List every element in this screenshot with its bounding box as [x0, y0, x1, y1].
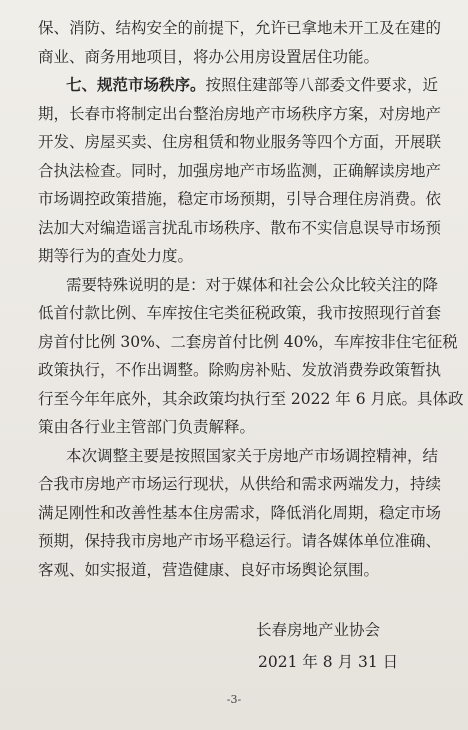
body-text-line: 期等行为的查处力度。 [38, 247, 194, 265]
page-number: -3- [226, 693, 242, 706]
body-text-line: 法加大对编造谣言扰乱市场秩序、散布不实信息误导市场预 [38, 218, 442, 237]
body-text-line: 满足刚性和改善性基本住房需求，降低消化周期，稳定市场 [38, 503, 442, 522]
body-text-line: 开发、房屋买卖、住房租赁和物业服务等四个方面，开展联 [38, 133, 442, 151]
section-heading: 七、规范市场秩序。 [66, 75, 206, 94]
body-text-line: 行至今年年底外，其余政策均执行至 2022 年 6 月底。具体政 [38, 389, 464, 408]
body-text-line: 房首付比例 30%、二套房首付比例 40%，车库按非住宅征税 [38, 332, 458, 351]
signature-organization: 长春房地产业协会 [256, 621, 381, 639]
body-text-line: 策由各行业主管部门负责解释。 [38, 418, 256, 436]
section-seven-first-line [0, 71, 468, 99]
body-text: 按照住建部等八部委文件要求，近 [205, 76, 439, 94]
body-text-line: 合我市房地产市场运行现状，从供给和需求两端发力，持续 [38, 475, 442, 493]
body-text-line: 市场调控政策措施，稳定市场预期，引导合理住房消费。依 [38, 190, 442, 208]
body-text-line: 客观、如实报道，营造健康、良好市场舆论氛围。 [38, 560, 380, 579]
body-text-line: 合执法检查。同时，加强房地产市场监测，正确解读房地产 [38, 161, 442, 180]
body-text-line: 政策执行，不作出调整。除购房补贴、发放消费券政策暂执 [38, 361, 442, 379]
body-text-line: 保、消防、结构安全的前提下，允许已拿地未开工及在建的 [38, 19, 442, 37]
body-text-line: 需要特殊说明的是：对于媒体和社会公众比较关注的降 [66, 275, 439, 294]
body-text-line: 本次调整主要是按照国家关于房地产市场调控精神，结 [66, 446, 439, 465]
body-text-line: 低首付款比例、车库按住宅类征税政策，我市按照现行首套 [38, 304, 442, 322]
signature-date: 2021 年 8 月 31 日 [258, 653, 399, 671]
body-text-line: 商业、商务用地项目，将办公用房设置居住功能。 [38, 47, 380, 66]
body-text-line: 期，长春市将制定出台整治房地产市场秩序方案，对房地产 [38, 104, 442, 123]
body-text-line: 预期，保持我市房地产市场平稳运行。请各媒体单位准确、 [38, 532, 442, 550]
